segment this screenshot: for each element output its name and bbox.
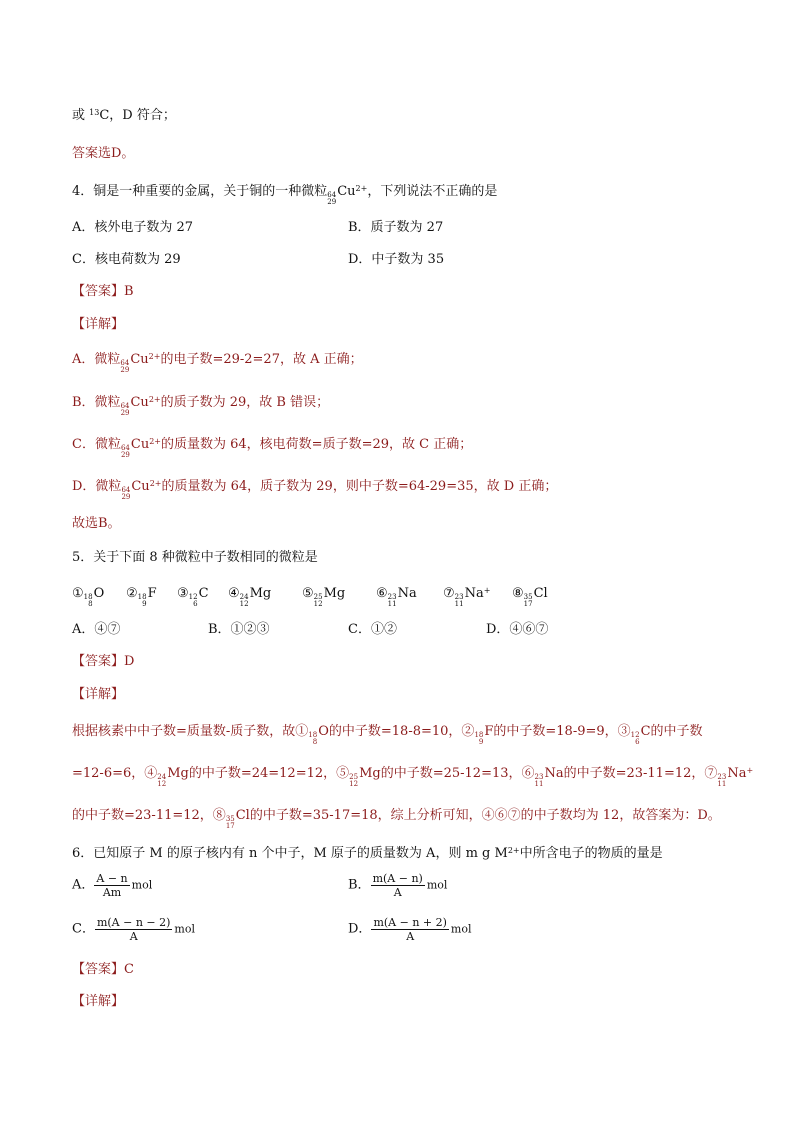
nuclide-cl	[226, 808, 250, 830]
atomic-number: 29	[120, 451, 130, 459]
mass-number: 25	[313, 593, 323, 601]
explanation-a	[72, 352, 363, 374]
atomic-number: 11	[534, 780, 544, 788]
atomic-number: 6	[635, 738, 640, 746]
particle-item	[126, 586, 157, 608]
option-b: B．质子数为 27	[348, 220, 444, 235]
atomic-number: 17	[225, 822, 235, 830]
ion-charge: 2+	[507, 846, 520, 855]
circled-number: ⑤	[302, 586, 314, 601]
explanation-line-1	[72, 724, 703, 746]
option-label: A．	[72, 877, 95, 893]
text-segment: B．微粒	[72, 395, 121, 410]
element-symbol: Cl	[533, 586, 548, 601]
option-b: B．①②③	[208, 622, 270, 637]
atomic-number: 8	[312, 738, 318, 746]
text-segment: 的中子数=23-11=12，⑦	[563, 766, 718, 781]
atomic-number: 11	[717, 780, 727, 788]
answer-label: 【答案】D	[72, 654, 135, 669]
final-answer: 故选B。	[72, 516, 121, 531]
atomic-number: 29	[120, 409, 130, 417]
mass-number: 23	[454, 593, 464, 601]
element-symbol: O	[318, 724, 329, 739]
unit: mol	[450, 922, 472, 936]
mass-number: 35	[523, 593, 533, 601]
text-segment: 的电子数=29-2=27，故 A 正确；	[160, 352, 363, 367]
atomic-number: 6	[193, 600, 198, 608]
nuclide	[84, 586, 105, 608]
option-c: C．核电荷数为 29	[72, 252, 181, 267]
mass-number: 18	[83, 593, 93, 601]
unit: mol	[131, 878, 153, 892]
text-segment: 6．已知原子 M 的原子核内有 n 个中子，M 原子的质量数为 A，则 m g M	[72, 846, 508, 861]
ion-charge: 2+	[149, 437, 161, 446]
element-symbol: F	[147, 586, 157, 601]
option-b	[348, 872, 447, 899]
mass-number: 64	[120, 444, 130, 452]
text-segment: A．微粒	[72, 352, 121, 367]
mass-number: 12	[188, 593, 198, 601]
particle-item	[443, 586, 490, 608]
text-line	[72, 108, 176, 124]
option-a: A．④⑦	[72, 622, 121, 637]
circled-number: ⑥	[376, 586, 388, 601]
mass-number: 23	[387, 593, 397, 601]
option-d: D．④⑥⑦	[486, 622, 549, 637]
text-segment: D．微粒	[72, 479, 122, 494]
atomic-number: 12	[157, 780, 167, 788]
detail-label: 【详解】	[72, 317, 125, 332]
element-symbol: Na	[397, 586, 417, 601]
ion-charge: +	[483, 586, 491, 595]
nuclide-o	[308, 724, 329, 746]
atomic-number: 11	[387, 600, 397, 608]
option-d: D．中子数为 35	[348, 252, 445, 267]
mass-number: 18	[308, 731, 318, 739]
nuclide-c	[631, 724, 651, 746]
element-symbol: F	[484, 724, 494, 739]
detail-label: 【详解】	[72, 994, 125, 1009]
nuclide	[314, 586, 346, 608]
atomic-number: 9	[478, 738, 484, 746]
nuclide	[524, 586, 548, 608]
circled-number: ②	[126, 586, 138, 601]
nuclide	[455, 586, 491, 608]
element-symbol: Mg	[167, 766, 189, 781]
question-5-stem: 5．关于下面 8 种微粒中子数相同的微粒是	[72, 550, 318, 565]
mass-number: 64	[121, 486, 131, 494]
element-symbol: Cu	[130, 437, 150, 452]
answer-label: 【答案】C	[72, 962, 134, 977]
nuclide	[240, 586, 272, 608]
option-c: C．①②	[348, 622, 397, 637]
atomic-number: 12	[349, 780, 359, 788]
option-a: A．核外电子数为 27	[72, 220, 194, 235]
nuclide-mg24	[157, 766, 189, 788]
mass-number: 23	[534, 773, 544, 781]
answer-label: 【答案】B	[72, 284, 134, 299]
circled-number: ①	[72, 586, 84, 601]
mass-number: 12	[630, 731, 640, 739]
atomic-number: 12	[239, 600, 249, 608]
atomic-number: 9	[142, 600, 147, 608]
unit: mol	[174, 922, 195, 936]
explanation-line-3	[72, 808, 721, 830]
text-segment: 4．铜是一种重要的金属，关于铜的一种微粒	[72, 184, 328, 199]
denominator: A	[393, 886, 402, 899]
particle-item	[512, 586, 548, 608]
atomic-number: 12	[313, 600, 323, 608]
atomic-number: 17	[523, 600, 533, 608]
question-4-stem	[72, 184, 497, 206]
particle-item	[228, 586, 271, 608]
text-segment: 的中子数=23-11=12，⑧	[72, 808, 226, 823]
element-symbol: Cu	[131, 479, 150, 494]
option-d	[348, 916, 471, 943]
text-segment: 的质量数为 64，核电荷数=质子数=29，故 C 正确；	[161, 437, 473, 452]
explanation-c	[72, 437, 472, 459]
element-symbol: Mg	[249, 586, 272, 601]
atomic-number: 29	[327, 198, 337, 206]
atomic-number: 29	[120, 366, 130, 374]
nuclide-f	[474, 724, 493, 746]
atomic-number: 8	[88, 600, 93, 608]
denominator: Am	[102, 886, 122, 899]
text-segment: 或	[72, 108, 86, 123]
text-segment: C．微粒	[72, 437, 121, 452]
text-segment: 的中子数=24=12=12，⑤	[188, 766, 350, 781]
answer-line: 答案选D。	[72, 146, 135, 161]
ion-charge: 2+	[148, 395, 161, 404]
nuclide-na-ion	[717, 766, 753, 788]
nuclide-mg25	[349, 766, 381, 788]
text-segment: 中所含电子的物质的量是	[519, 846, 663, 861]
text-segment: 的质量数为 64，质子数为 29，则中子数=64-29=35，故 D 正确；	[161, 479, 558, 494]
unit: mol	[426, 878, 448, 892]
text-segment: 的中子数=18-8=10，②	[328, 724, 475, 739]
atomic-number: 11	[454, 600, 464, 608]
mass-number: 64	[120, 402, 130, 410]
element-symbol: Mg	[323, 586, 346, 601]
circled-number: ③	[177, 586, 189, 601]
fraction	[95, 916, 172, 943]
nuclide-na	[535, 766, 564, 788]
text-segment: =12-6=6，④	[72, 766, 158, 781]
element-symbol: Cl	[235, 808, 250, 823]
nuclide-cu	[121, 437, 161, 459]
option-label: B．	[348, 877, 371, 893]
numerator: m(A − n + 2)	[373, 916, 447, 929]
fraction	[371, 872, 425, 899]
mass-number: 25	[349, 773, 359, 781]
numerator: m(A − n)	[372, 872, 423, 885]
element-symbol: O	[93, 586, 105, 601]
particle-item	[376, 586, 417, 608]
question-6-stem	[72, 846, 663, 862]
mass-number: 18	[474, 731, 484, 739]
circled-number: ⑦	[443, 586, 455, 601]
nuclide	[138, 586, 157, 608]
option-label: D．	[348, 921, 372, 937]
element-symbol: Na	[727, 766, 747, 781]
particle-item	[72, 586, 104, 608]
ion-charge: 2+	[148, 352, 161, 361]
mass-number: 24	[239, 593, 249, 601]
particle-item	[302, 586, 345, 608]
ion-charge: 2+	[355, 184, 368, 193]
element-symbol: Cu	[130, 395, 149, 410]
ion-charge: 2+	[149, 479, 162, 488]
mass-number: 35	[225, 815, 235, 823]
nuclide-cu	[121, 395, 161, 417]
ion-charge: +	[746, 766, 754, 775]
text-segment: 根据核素中中子数=质量数-质子数，故①	[72, 724, 309, 739]
text-segment: 的中子数=25-12=13，⑥	[380, 766, 535, 781]
fraction	[94, 872, 129, 899]
text-segment: 的中子数=35-17=18，综上分析可知，④⑥⑦的中子数均为 12，故答案为：D。	[249, 808, 721, 823]
text-segment: 的质子数为 29，故 B 错误；	[160, 395, 330, 410]
mass-number: 18	[137, 593, 147, 601]
explanation-d	[72, 479, 557, 501]
text-segment: 的中子数	[650, 724, 703, 739]
nuclide-cu	[121, 479, 161, 501]
numerator: m(A − n − 2)	[96, 916, 171, 929]
detail-label: 【详解】	[72, 687, 125, 702]
nuclide	[388, 586, 417, 608]
element-symbol: Na	[544, 766, 564, 781]
mass-number: 64	[327, 191, 337, 199]
element-symbol: C	[640, 724, 651, 739]
mass-number: 24	[157, 773, 167, 781]
nuclide	[189, 586, 209, 608]
mass-number: 64	[120, 359, 130, 367]
text-segment: C，D 符合；	[99, 108, 176, 123]
nuclide-cu	[120, 352, 160, 374]
element-symbol: Cu	[337, 184, 356, 199]
fraction	[371, 916, 448, 943]
nuclide-cu	[327, 184, 367, 206]
explanation-b	[72, 395, 329, 417]
atomic-number: 29	[121, 493, 131, 501]
element-symbol: Mg	[359, 766, 381, 781]
mass-number: 23	[717, 773, 727, 781]
denominator: A	[406, 930, 415, 943]
circled-number: ④	[228, 586, 240, 601]
particle-item	[177, 586, 209, 608]
text-segment: ，下列说法不正确的是	[367, 184, 498, 199]
numerator: A − n	[96, 872, 128, 885]
mass-number: 13	[89, 108, 100, 117]
circled-number: ⑧	[512, 586, 524, 601]
option-a	[72, 872, 152, 899]
option-label: C．	[72, 921, 95, 937]
element-symbol: Na	[464, 586, 484, 601]
element-symbol: Cu	[130, 352, 149, 367]
explanation-line-2	[72, 766, 753, 788]
option-c	[72, 916, 195, 943]
text-segment: 的中子数=18-9=9，③	[493, 724, 631, 739]
element-symbol: C	[198, 586, 209, 601]
denominator: A	[129, 930, 138, 943]
